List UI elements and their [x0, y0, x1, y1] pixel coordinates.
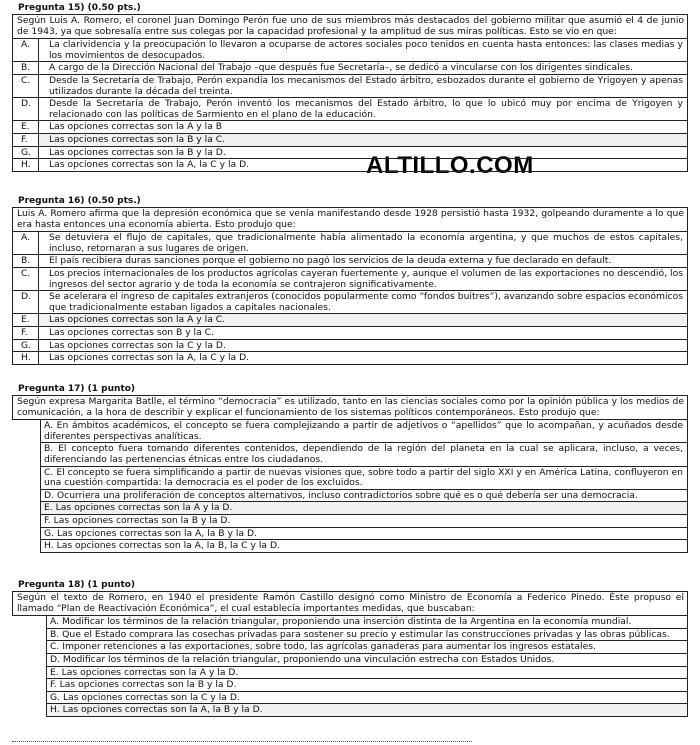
option-b[interactable]: B. El país recibiera duras sanciones porque el gobierno no pagó los servicios de la deuda externa y fue declarado en default. [13, 254, 687, 267]
option-c[interactable]: C. Los precios internacionales de los productos agrícolas cayeran fuertemente y, aunque el volumen de las exportaciones no descendió, los ingresos del sector agrario y de toda la economía se contrajeron significativamente. [13, 267, 687, 290]
options-list [46, 616, 688, 717]
question-stem: Luis A. Romero afirma que la depresión económica que se venía manifestando desde 1928 persistió hasta 1932, golpeando duramente a lo que era hasta entonces una economía abierta. Esto produjo que: [12, 207, 688, 232]
question-title: Pregunta 15) (0.50 pts.) [18, 3, 141, 13]
options-list [12, 39, 688, 172]
option-d[interactable]: D. Ocurriera una proliferación de conceptos alternativos, incluso contradictorios sobre qué es o qué debería ser una democracia. [41, 489, 687, 502]
option-f[interactable]: F. Las opciones correctas son la B y la C. [13, 133, 687, 146]
question-stem: Según Luis A. Romero, el coronel Juan Domingo Perón fue uno de sus miembros más destacados del gobierno militar que asumió el 4 de junio de 1943, ya que sobresalía entre sus colegas por la capacidad profesional y la amplitud de sus miras políticas. Esto se vio en que: [12, 14, 688, 39]
option-a[interactable]: A. Se detuviera el flujo de capitales, que tradicionalmente había alimentado la economía argentina, y que muchos de estos capitales, incluso, retornaran a sus lugares de origen. [13, 232, 687, 254]
option-f[interactable]: F. Las opciones correctas son B y la C. [13, 326, 687, 339]
question-title: Pregunta 16) (0.50 pts.) [18, 196, 141, 206]
question-16 [12, 196, 688, 365]
option-d[interactable]: D. Desde la Secretaría de Trabajo, Perón inventó los mecanismos del Estado árbitro, lo que lo ubicó muy por encima de Yrigoyen y relacionado con las políticas de Sarmiento en el plano de la educación. [13, 97, 687, 120]
question-18 [12, 580, 688, 717]
option-g[interactable]: G. Las opciones correctas son la B y la D. [13, 146, 687, 159]
options-list [12, 232, 688, 365]
option-b[interactable]: B. A cargo de la Dirección Nacional del Trabajo –que después fue Secretaría–, se dedicó a vincularse con los dirigentes sindicales. [13, 61, 687, 74]
question-title: Pregunta 17) (1 punto) [18, 384, 136, 394]
question-15 [12, 3, 688, 172]
option-h[interactable]: H. Las opciones correctas son la A, la B, la C y la D. [41, 539, 687, 552]
question-title: Pregunta 18) (1 punto) [18, 580, 136, 590]
option-d[interactable]: D. Modificar los términos de la relación triangular, proponiendo una vinculación estrecha con Estados Unidos. [47, 653, 687, 666]
option-a[interactable]: A. La clarividencia y la preocupación lo llevaron a ocuparse de actores sociales poco tenidos en cuenta hasta entonces: las clases medias y los movimientos de desocupados. [13, 39, 687, 61]
options-list [40, 420, 688, 553]
option-b[interactable]: B. Que el Estado comprara las cosechas privadas para sostener su precio y estimular las construcciones privadas y las obras públicas. [47, 628, 687, 641]
option-f[interactable]: F. Las opciones correctas son la B y la D. [47, 678, 687, 691]
option-e[interactable]: E. Las opciones correctas son la A y la D. [41, 501, 687, 514]
question-stem: Según expresa Margarita Batlle, el término “democracia” es utilizado, tanto en las ciencias sociales como por la opinión pública y los medios de comunicación, a la hora de describir y explicar el funcionamiento de los sistemas políticos contemporáneos. Esto produjo que: [12, 395, 688, 420]
option-a[interactable]: A. Modificar los términos de la relación triangular, proponiendo una inserción distinta de la Argentina en la economía mundial. [50, 616, 632, 628]
option-h[interactable]: H. Las opciones correctas son la A, la C y la D. [13, 351, 687, 364]
dotted-separator [12, 741, 472, 742]
option-e[interactable]: E. Las opciones correctas son la A y la C. [13, 313, 687, 326]
option-h[interactable]: H. Las opciones correctas son la A, la C y la D. [13, 158, 687, 171]
option-g[interactable]: G. Las opciones correctas son la C y la D. [13, 339, 687, 352]
option-e[interactable]: E. Las opciones correctas son la A y la D. [47, 666, 687, 679]
option-b[interactable]: B. El concepto fuera tomando diferentes contenidos, dependiendo de la región del planeta en la cual se aplicara, incluso, a veces, diferenciando las pertenencias étnicas entre los ciudadanos. [41, 442, 687, 465]
question-17 [12, 384, 688, 553]
option-c[interactable]: C. Desde la Secretaría de Trabajo, Perón expandía los mecanismos del Estado árbitro, esbozados durante el gobierno de Yrigoyen y apenas utilizados durante la década del treinta. [13, 74, 687, 97]
option-g[interactable]: G. Las opciones correctas son la A, la B y la D. [41, 527, 687, 540]
option-h[interactable]: H. Las opciones correctas son la A, la B y la D. [47, 703, 687, 716]
option-d[interactable]: D. Se acelerara el ingreso de capitales extranjeros (conocidos popularmente como “fondos buitres”), avanzando sobre espacios económicos que tradicionalmente estaban ligados a capitales nacionales. [13, 290, 687, 313]
option-c[interactable]: C. El concepto se fuera simplificando a partir de nuevas visiones que, sobre todo a partir del siglo XXI y en América Latina, confluyeron en una cuestión compartida: la democracia es el poder de los excluidos. [41, 466, 687, 489]
question-stem: Según el texto de Romero, en 1940 el presidente Ramón Castillo designó como Ministro de Economía a Federico Pinedo. Éste propuso el llamado “Plan de Reactivación Económica”, el cual establecía importantes medidas, que buscaban: [12, 591, 688, 616]
option-a[interactable]: A. En ámbitos académicos, el concepto se fuera complejizando a partir de adjetivos o “apellidos” que lo acompañan, y acuñados desde diferentes perspectivas analíticas. [44, 420, 684, 442]
option-g[interactable]: G. Las opciones correctas son la C y la D. [47, 691, 687, 704]
option-c[interactable]: C. Imponer retenciones a las exportaciones, sobre todo, las agrícolas ganaderas para aumentar los ingresos estatales. [47, 640, 687, 653]
option-f[interactable]: F. Las opciones correctas son la B y la D. [41, 514, 687, 527]
watermark-text: ALTILLO.COM [366, 152, 534, 179]
option-e[interactable]: E. Las opciones correctas son la A y la B [13, 120, 687, 133]
